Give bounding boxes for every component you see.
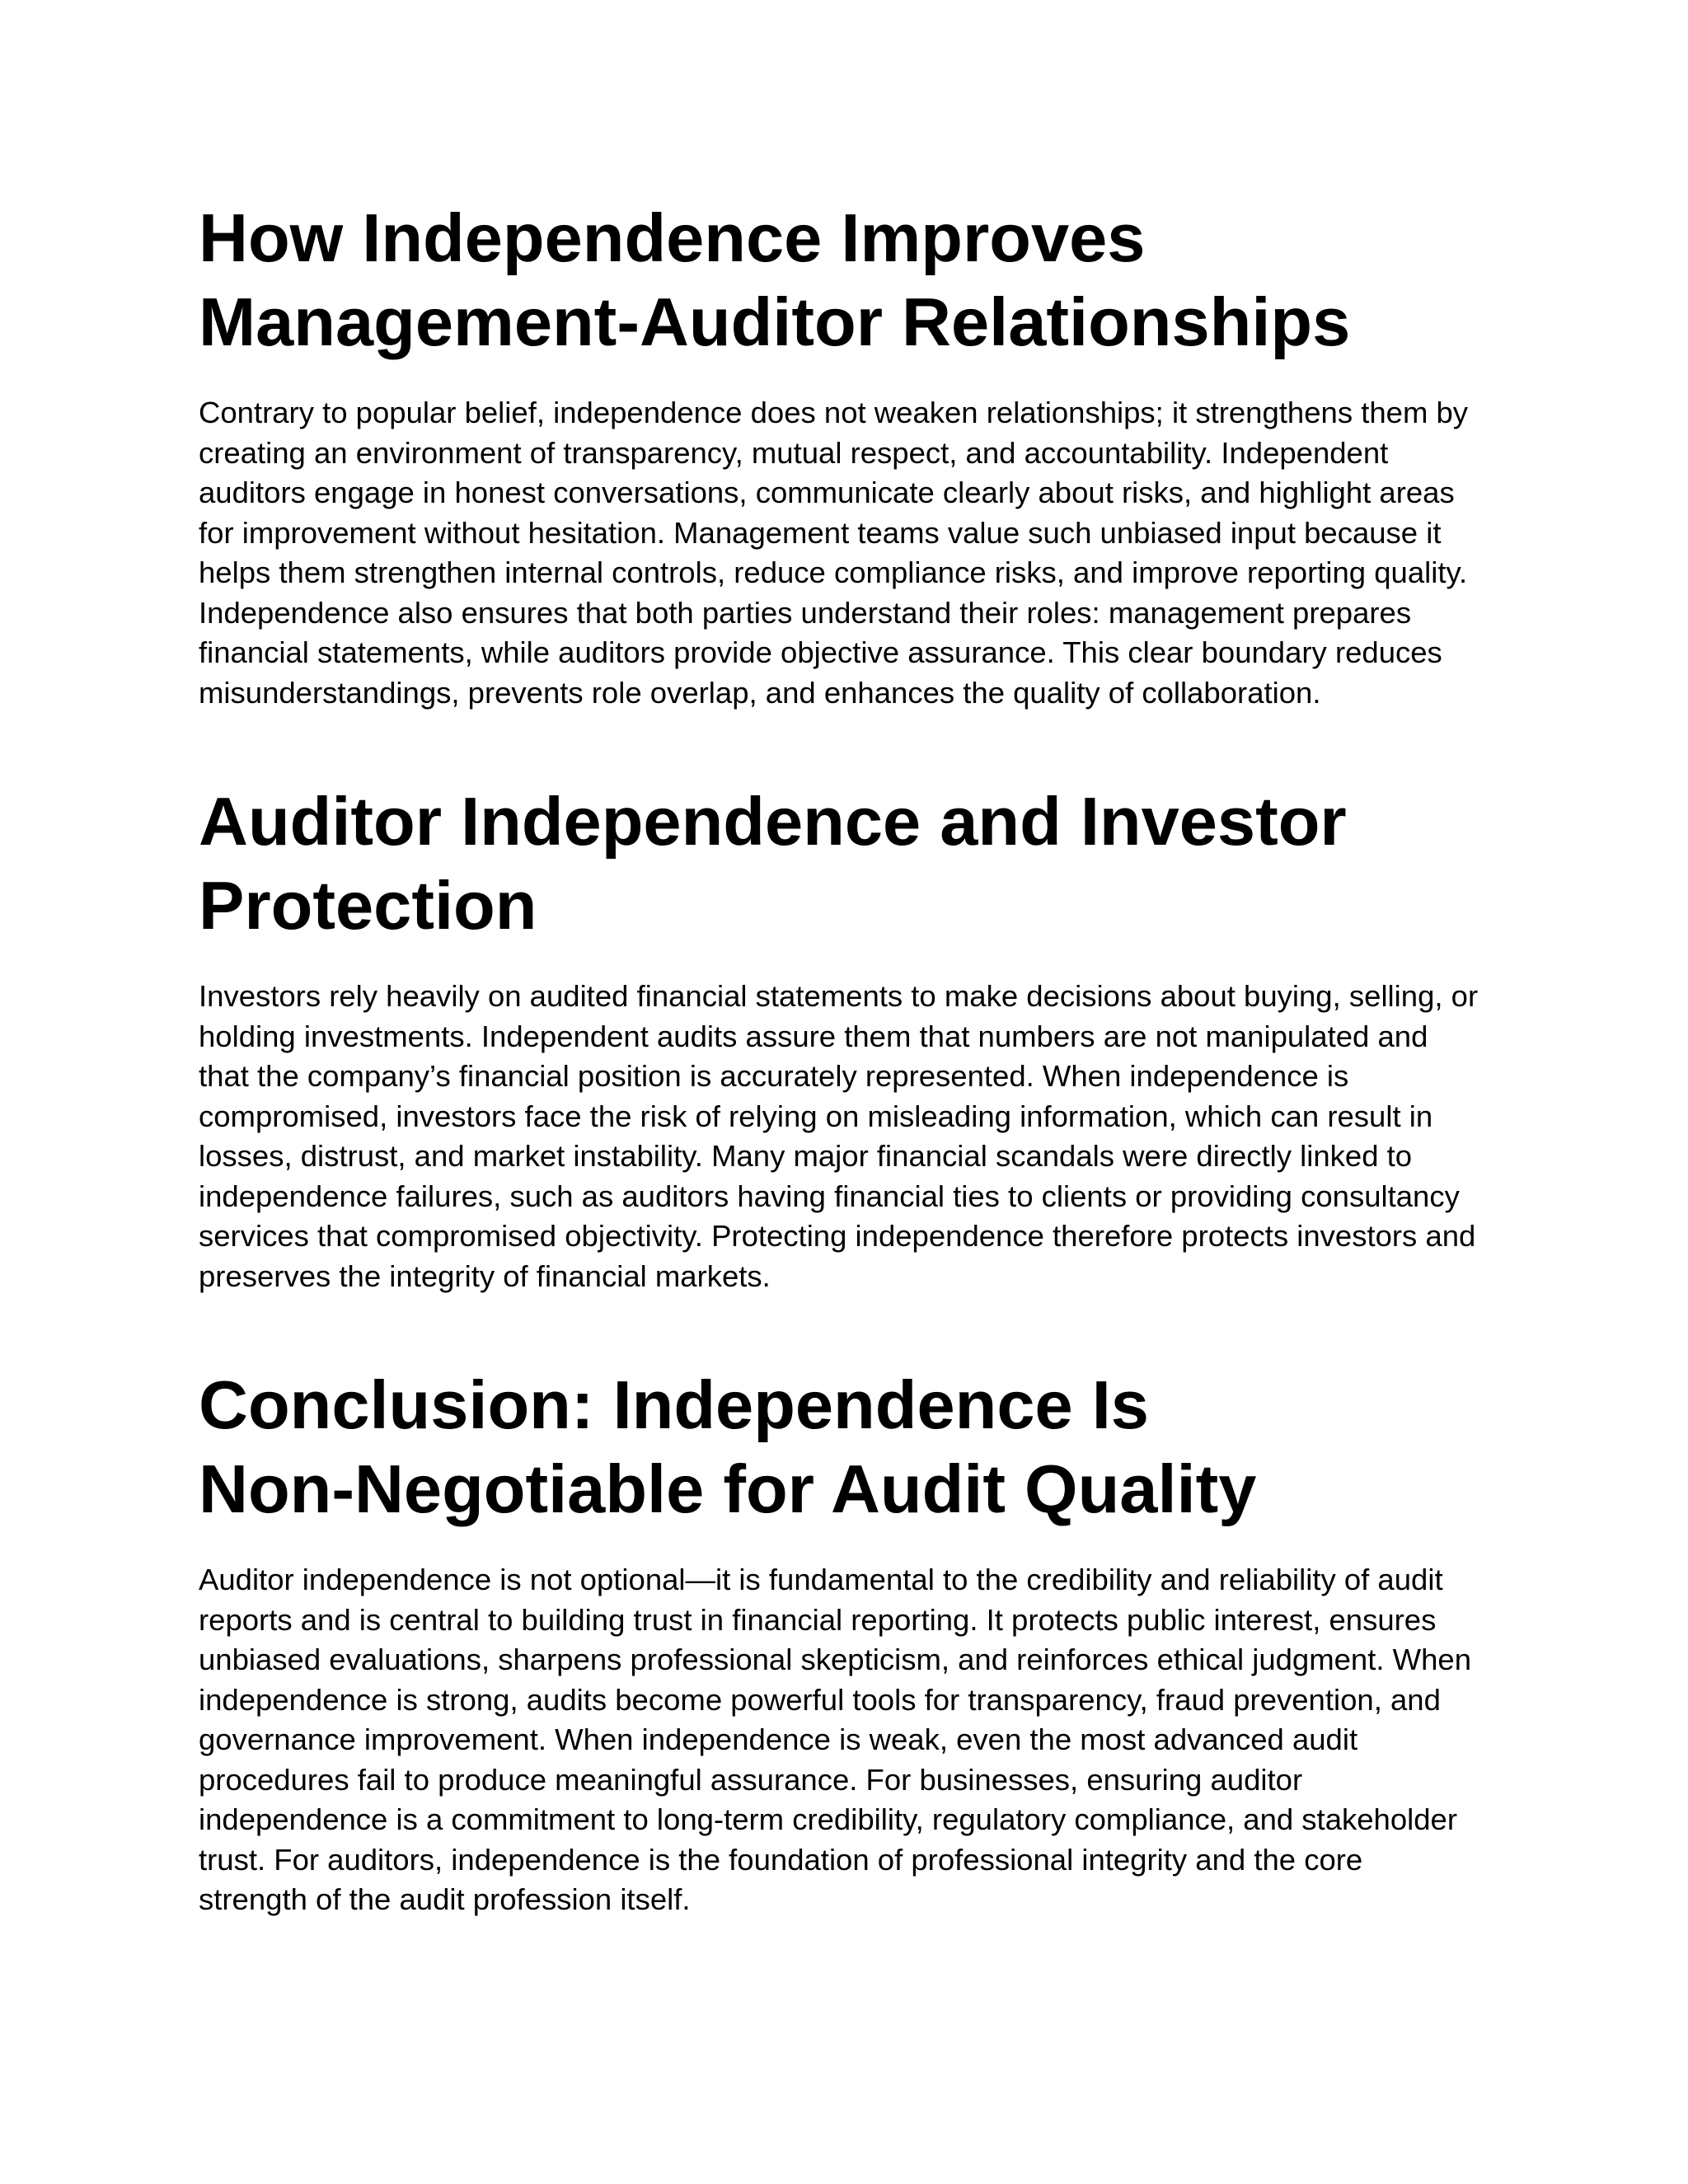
- heading-line: Management-Auditor Relationships: [199, 284, 1351, 360]
- paragraph-line: strength of the audit profession itself.: [199, 1882, 691, 1916]
- paragraph-line: auditors engage in honest conversations, communicate clearly about risks, and highlight areas: [199, 476, 1455, 509]
- paragraph-line: for improvement without hesitation. Management teams value such unbiased input because it: [199, 515, 1442, 550]
- paragraph-line: creating an environment of transparency, mutual respect, and accountability. Independent: [199, 435, 1389, 470]
- paragraph-line: holding investments. Independent audits assure them that numbers are not manipulated and: [199, 1019, 1428, 1053]
- paragraph-line: Investors rely heavily on audited financial statements to make decisions about buying, selling, or: [199, 979, 1479, 1013]
- paragraph-line: losses, distrust, and market instability. Many major financial scandals were directly linked to: [199, 1139, 1413, 1173]
- paragraph-line: reports and is central to building trust in financial reporting. It protects public interest, ensures: [199, 1602, 1437, 1637]
- heading-line: How Independence Improves: [199, 199, 1146, 276]
- paragraph-line: procedures fail to produce meaningful assurance. For businesses, ensuring auditor: [199, 1762, 1303, 1797]
- paragraph-line: misunderstandings, prevents role overlap, and enhances the quality of collaboration.: [199, 675, 1321, 710]
- heading-line: Non-Negotiable for Audit Quality: [199, 1451, 1257, 1527]
- paragraph-line: Contrary to popular belief, independence does not weaken relationships; it strengthens them by: [199, 396, 1469, 429]
- section-heading: [199, 1363, 1256, 1531]
- paragraph-line: Independence also ensures that both parties understand their roles: management prepares: [199, 595, 1412, 630]
- paragraph-line: independence is a commitment to long-term credibility, regulatory compliance, and stakeholder: [199, 1802, 1458, 1836]
- heading-line: Auditor Independence and Investor: [199, 783, 1347, 860]
- heading-line: Conclusion: Independence Is: [199, 1366, 1149, 1443]
- paragraph-line: independence failures, such as auditors having financial ties to clients or providing consultancy: [199, 1179, 1460, 1213]
- paragraph-line: compromised, investors face the risk of relying on misleading information, which can result in: [199, 1099, 1433, 1133]
- paragraph-line: trust. For auditors, independence is the foundation of professional integrity and the core: [199, 1842, 1363, 1877]
- section-heading: [199, 196, 1350, 364]
- paragraph-line: Auditor independence is not optional—it is fundamental to the credibility and reliability of audit: [199, 1563, 1443, 1596]
- paragraph-line: that the company’s financial position is accurately represented. When independence is: [199, 1059, 1349, 1093]
- section-paragraph: [199, 977, 1478, 1296]
- paragraph-line: unbiased evaluations, sharpens professional skepticism, and reinforces ethical judgment. When: [199, 1643, 1471, 1676]
- paragraph-line: financial statements, while auditors provide objective assurance. This clear boundary reduces: [199, 635, 1442, 669]
- section-heading: [199, 780, 1347, 948]
- section-paragraph: [199, 393, 1468, 713]
- paragraph-line: preserves the integrity of financial markets.: [199, 1258, 771, 1293]
- paragraph-line: helps them strengthen internal controls, reduce compliance risks, and improve reporting quality.: [199, 555, 1468, 589]
- paragraph-line: governance improvement. When independence is weak, even the most advanced audit: [199, 1722, 1358, 1756]
- paragraph-line: independence is strong, audits become powerful tools for transparency, fraud prevention, and: [199, 1682, 1441, 1717]
- paragraph-line: services that compromised objectivity. Protecting independence therefore protects investors and: [199, 1219, 1476, 1253]
- section-paragraph: [199, 1560, 1471, 1920]
- heading-line: Protection: [199, 867, 537, 944]
